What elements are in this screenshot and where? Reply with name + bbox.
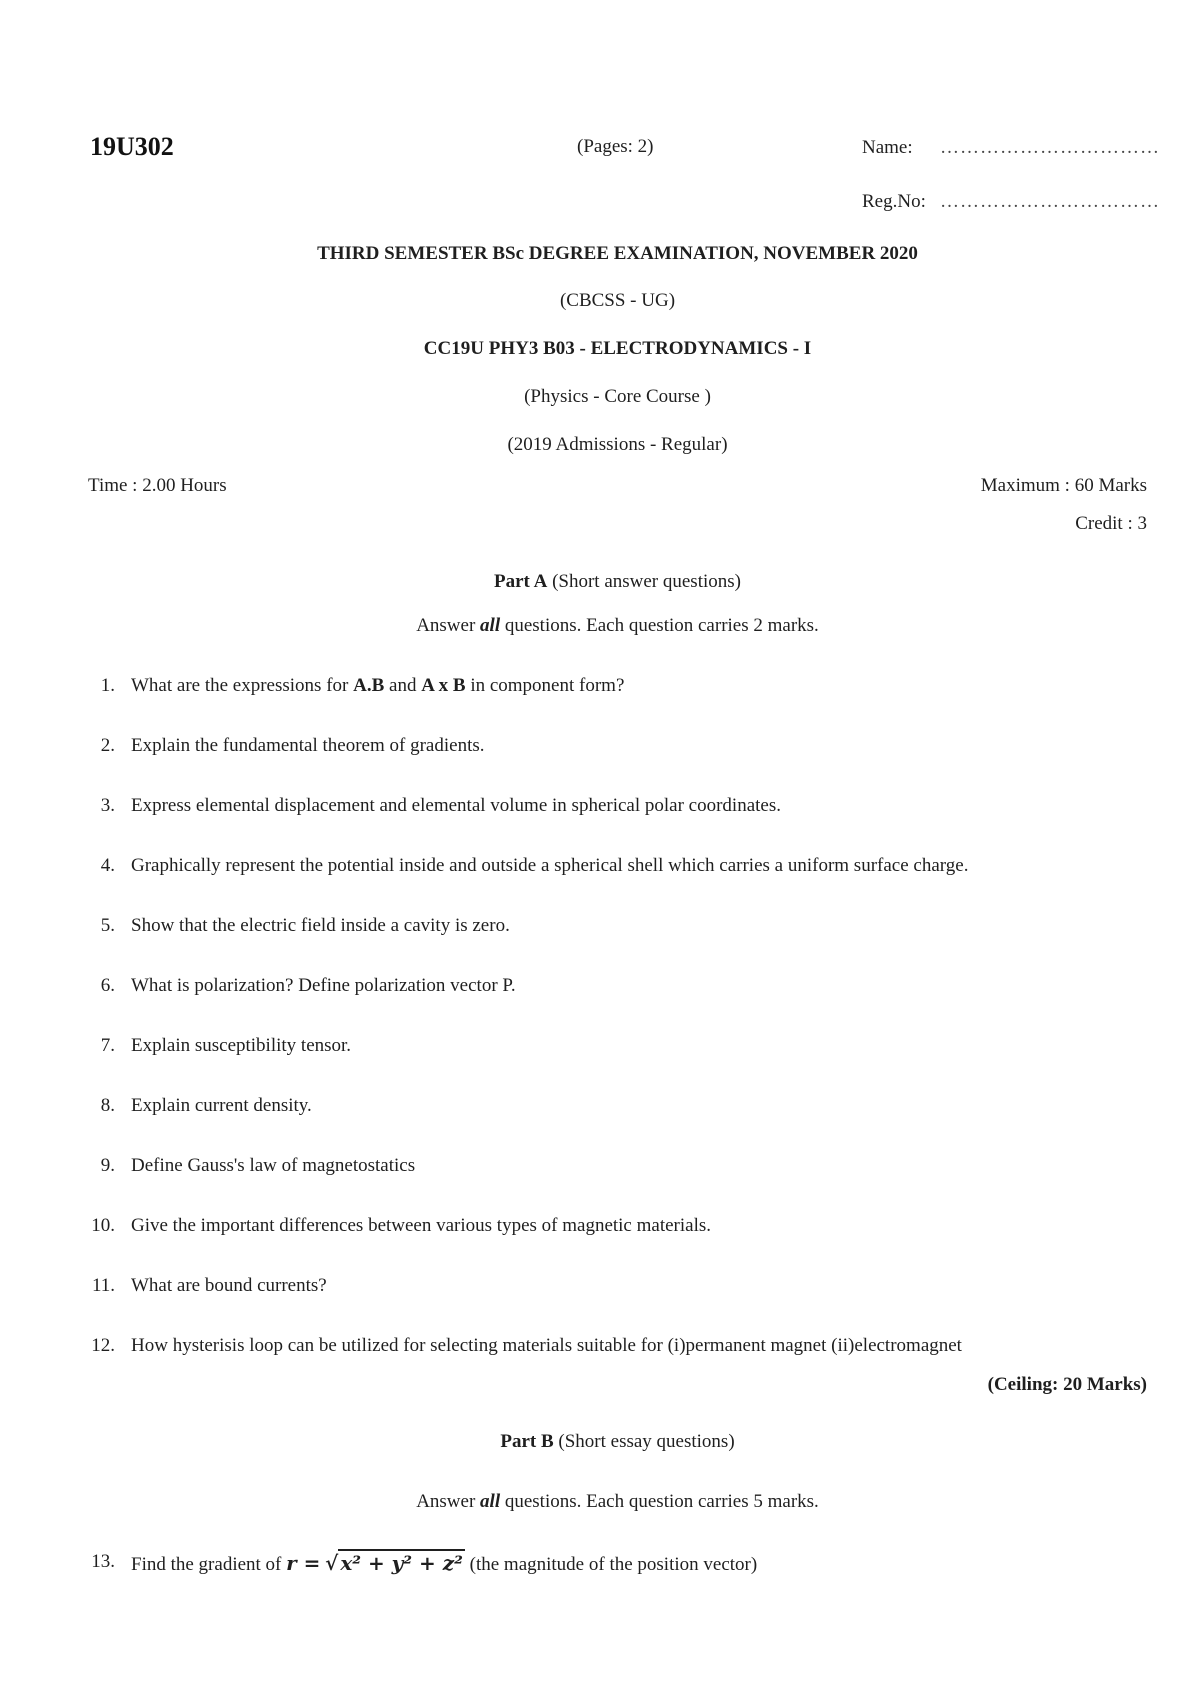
question-text: Graphically represent the potential inside and outside a spherical shell which carries a uniform surface charge. <box>131 855 969 876</box>
part-b-label: Part B <box>500 1431 554 1452</box>
course-title: CC19U PHY3 B03 - ELECTRODYNAMICS - I <box>423 338 812 359</box>
question-number: 3. <box>100 795 115 816</box>
part-b-subtitle: (Short essay questions) <box>558 1431 735 1452</box>
question-number: 4. <box>100 855 115 876</box>
question-text: What is polarization? Define polarization vector P. <box>131 975 516 996</box>
question-text <box>131 675 624 697</box>
credit: Credit : 3 <box>1075 513 1147 534</box>
instr-pre: Answer <box>416 615 476 636</box>
question-number: 13. <box>91 1551 115 1572</box>
question-text: Explain current density. <box>131 1095 312 1116</box>
part-b-instructions <box>0 1491 1200 1513</box>
q1-mid: and <box>389 675 417 696</box>
question-text: Express elemental displacement and elemental volume in spherical polar coordinates. <box>131 795 781 816</box>
question-number: 10. <box>91 1215 115 1236</box>
exam-scheme: (CBCSS - UG) <box>559 290 676 311</box>
name-field-dots: …………………………… <box>940 137 1160 158</box>
q1-vector-dot: A.B <box>353 675 385 696</box>
exam-title: THIRD SEMESTER BSc DEGREE EXAMINATION, NOVEMBER 2020 <box>317 243 918 264</box>
part-a-subtitle: (Short answer questions) <box>552 571 741 592</box>
formula-lhs: r = <box>286 1551 321 1575</box>
question-number: 12. <box>91 1335 115 1356</box>
admission-batch: (2019 Admissions - Regular) <box>507 434 728 455</box>
question-text: Give the important differences between various types of magnetic materials. <box>131 1215 712 1236</box>
question-text: How hysterisis loop can be utilized for selecting materials suitable for (i)permanent magnet (ii)electromagnet <box>131 1335 962 1356</box>
reg-no-field-dots: …………………………… <box>940 191 1160 212</box>
question-text: Explain susceptibility tensor. <box>131 1035 352 1056</box>
question-number: 8. <box>100 1095 115 1116</box>
part-a-instructions <box>0 615 1200 637</box>
formula-sqrt: √ x² + y² + z² <box>325 1551 463 1575</box>
max-marks: Maximum : 60 Marks <box>980 475 1147 496</box>
question-text: What are bound currents? <box>131 1275 327 1296</box>
question-number: 7. <box>100 1035 115 1056</box>
part-a-heading <box>0 571 1200 593</box>
ceiling-marks: (Ceiling: 20 Marks) <box>987 1374 1147 1395</box>
question-number: 11. <box>91 1275 115 1296</box>
question-text: Show that the electric field inside a cavity is zero. <box>131 915 510 936</box>
page-count: (Pages: 2) <box>577 136 654 157</box>
part-b-heading <box>0 1431 1200 1453</box>
q1-vector-cross: A x B <box>421 675 466 696</box>
question-number: 9. <box>100 1155 115 1176</box>
q1-post: in component form? <box>470 675 625 696</box>
instr-emphasis: all <box>480 1491 501 1512</box>
q13-post: (the magnitude of the position vector) <box>469 1554 758 1575</box>
paper-code: 19U302 <box>90 132 174 161</box>
reg-no-label: Reg.No: <box>862 191 926 212</box>
instr-emphasis: all <box>480 615 501 636</box>
question-text: Explain the fundamental theorem of gradients. <box>131 735 485 756</box>
question-number: 2. <box>100 735 115 756</box>
question-text <box>131 1551 757 1576</box>
name-label: Name: <box>862 137 913 158</box>
question-number: 5. <box>100 915 115 936</box>
question-number: 6. <box>100 975 115 996</box>
instr-post: questions. Each question carries 2 marks. <box>504 615 819 636</box>
q13-pre: Find the gradient of <box>131 1554 282 1575</box>
formula-radicand: x² + y² + z² <box>340 1551 463 1575</box>
q1-pre: What are the expressions for <box>131 675 349 696</box>
question-text: Define Gauss's law of magnetostatics <box>131 1155 416 1176</box>
part-a-label: Part A <box>494 571 548 592</box>
question-number: 1. <box>100 675 115 696</box>
course-type: (Physics - Core Course ) <box>524 386 711 407</box>
time-allowed: Time : 2.00 Hours <box>88 475 227 496</box>
instr-pre: Answer <box>416 1491 476 1512</box>
instr-post: questions. Each question carries 5 marks. <box>504 1491 819 1512</box>
